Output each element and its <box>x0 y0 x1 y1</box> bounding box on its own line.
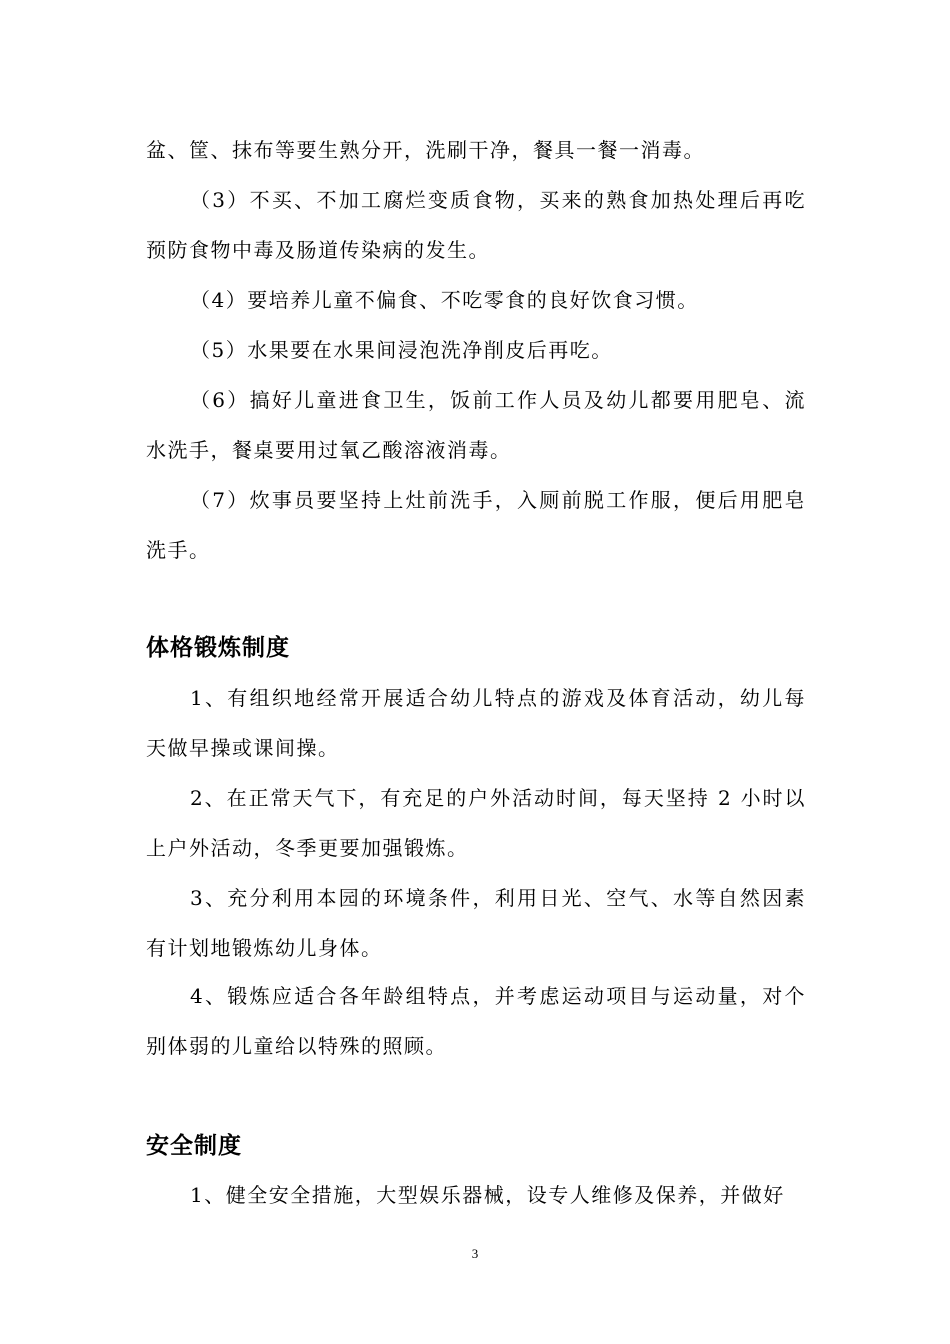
paragraph-item-7: （7）炊事员要坚持上灶前洗手，入厕前脱工作服，便后用肥皂洗手。 <box>146 488 806 562</box>
section-heading-safety: 安全制度 <box>146 1133 242 1159</box>
exercise-item-1: 1、有组织地经常开展适合幼儿特点的游戏及体育活动，幼儿每天做早操或课间操。 <box>146 686 806 760</box>
paragraph-continuation: 盆、筐、抹布等要生熟分开，洗刷干净，餐具一餐一消毒。 <box>146 138 705 162</box>
page-number: 3 <box>471 1246 479 1261</box>
paragraph-item-4: （4）要培养儿童不偏食、不吃零食的良好饮食习惯。 <box>190 288 699 312</box>
paragraph-item-3: （3）不买、不加工腐烂变质食物，买来的熟食加热处理后再吃预防食物中毒及肠道传染病的发生。 <box>146 188 806 262</box>
safety-item-1: 1、健全安全措施，大型娱乐器械，设专人维修及保养，并做好 <box>190 1183 785 1207</box>
section-heading-exercise: 体格锻炼制度 <box>146 635 290 661</box>
exercise-item-2: 2、在正常天气下，有充足的户外活动时间，每天坚持 2 小时以上户外活动，冬季更要加强锻炼。 <box>146 786 806 860</box>
exercise-item-4: 4、锻炼应适合各年龄组特点，并考虑运动项目与运动量，对个别体弱的儿童给以特殊的照顾。 <box>146 984 806 1058</box>
paragraph-item-6: （6）搞好儿童进食卫生，饭前工作人员及幼儿都要用肥皂、流水洗手，餐桌要用过氧乙酸溶液消毒。 <box>146 388 806 462</box>
paragraph-item-5: （5）水果要在水果间浸泡洗净削皮后再吃。 <box>190 338 613 362</box>
exercise-item-3: 3、充分利用本园的环境条件，利用日光、空气、水等自然因素有计划地锻炼幼儿身体。 <box>146 886 806 960</box>
